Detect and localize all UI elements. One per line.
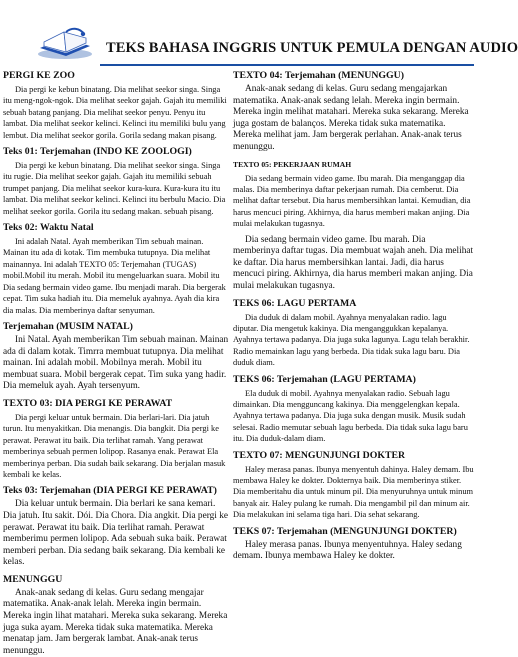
- section-text: Dia sedang bermain video game. Ibu marah. Dia memberinya daftar tugas. Dia membuat wajah aneh. Dia melihat ke daftar. Dia harus membersihkan lantai. Jadi, dia harus mencuci piring. Akhirnya, dia harus memberi makan anjing. Dia mulai melakukan tugasnya.: [233, 234, 474, 291]
- section-text: Ini Natal. Ayah memberikan Tim sebuah mainan. Mainan ada di dalam kotak. Timrra membuat tutupnya. Dia melihat mainan. Ini adalah mobil. Mobilnya merah. Mobil itu membuat suara. Mobil bergerak cepat. Tim suka yang hadir. Dia memeluk ayah. Ayah tersenyum.: [3, 334, 229, 392]
- section-teks-07-terjemahan: [233, 526, 474, 563]
- section-heading: TEXTO 07: MENGUNJUNGI DOKTER: [233, 449, 406, 461]
- page-title: TEKS BAHASA INGGRIS UNTUK PEMULA DENGAN AUDIO: [106, 40, 518, 56]
- section-heading: TEKS 06: Terjemahan (LAGU PERTAMA): [233, 373, 416, 385]
- section-text: Anak-anak sedang di kelas. Guru sedang mengajar matematika. Anak-anak lelah. Mereka ingin bermain. Mereka ingin lihat matahari. Mereka suka sekarang. Mereka juga suka ayam. Mereka tidak suka matematika. Mereka menatap jam. Jam bergerak lambat. Anak-anak terus menunggu.: [3, 587, 228, 656]
- section-text: Dia keluar untuk bermain. Dia berlari ke sana kemari. Dia jatuh. Itu sakit. Dói. Dia Chora. Dia angkit. Dia pergi ke perawat. Perawat itu baik. Dia terlihat ramah. Perawat memberimu permen lolipop. Ada sebuah suka baik. Perawat memberi perban. Dia sedang baik sekarang. Dia kembali ke kelas.: [3, 499, 228, 568]
- section-heading: MENUNGGU: [3, 573, 63, 585]
- section-text: Haley merasa panas. Ibunya menyentuh dahinya. Haley demam. Ibu membawa Haley ke dokter. Dokternya baik. Dia memberinya stiker. Dia memberitahu dia untuk minum pil. Dia menyuruhnya untuk minum banyak air. Haley pulang ke rumah. Dia mengambil pil dan minum air. Dia melakukan ini selama tiga hari. Dia sehat sekarang.: [233, 464, 474, 520]
- section-menunggu: [3, 574, 230, 657]
- section-text: Dia pergi ke kebun binatang. Dia melihat seekor singa. Singa itu meng-ngok-ngok. Dia melihat seekor gajah. Gajah itu memiliki sebuah batang panjang. Dia melihat seekor penyu. Penyu itu lambat. Dia melihat seekor kelinci. Kelinci itu memiliki bulu yang lembut. Dia melihat seekor gorila. Gorila sedang makan pisang.: [3, 85, 227, 140]
- section-text: Dia pergi ke kebun binatang. Dia melihat seekor singa. Singa itu rugie. Dia melihat seekor gajah. Gajah itu memiliki sebuah trumpet panjang. Dia melihat seekor kura-kura. Kura-kura itu itu lambat. Dia melihat seekor kelinci. Kelinci itu berbulu Macio. Dia melihat seekor gorila. Gorila itu sedang makan. sebuah pisang.: [3, 161, 226, 216]
- section-text: Ela duduk di mobil. Ayahnya menyalakan radio. Sebuah lagu dimainkan. Dia mengguncang kakinya. Dia menggelengkan kepala. Ayahnya tertawa padanya. Dia juga suka dengan musik. Musik sudah selesai. Radio memutar sebuah lagu berbeda. Dia tidak suka lagu baru itu. Dia duduk-dalam diam.: [233, 388, 468, 444]
- header-divider: [100, 64, 474, 66]
- section-heading: Teks 01: Terjemahan (INDO KE ZOOLOGI): [3, 146, 192, 158]
- section-teks-06-terjemahan: [233, 374, 474, 445]
- section-heading: TEXTO 05: PEKERJAAN RUMAH: [233, 159, 352, 169]
- section-text: Anak-anak sedang di kelas. Guru sedang mengajarkan matematika. Anak-anak sedang lelah. Mereka ingin bermain. Mereka ingin melihat matahari. Mereka suka sekarang. Mereka juga gostam de balanços. Mereka tidak suka matematika. Mereka melihat jam. Jam bergerak perlahan. Anak-anak terus menunggu.: [233, 84, 469, 152]
- section-texto-05-terjemahan: [233, 235, 474, 293]
- section-text: Ini adalah Natal. Ayah memberikan Tim sebuah mainan. Mainan itu ada di kotak. Tim membuka tutupnya. Dia melihat mainannya. Ini adalah TEXTO 05: Terjemahan (TUGAS) mobil.Mobil itu merah. Mobil itu mengeluarkan suara. Mobil itu Dia sedang bermain video game. Ibu menjadi marah. Dia bergerak cepat. Tim suka hadiah itu. Dia memeluk ayahnya. Ayah dia kira dia malas. Dia memberinya daftar senyuman.: [3, 237, 226, 315]
- section-heading: PERGI KE ZOO: [3, 70, 75, 81]
- section-texto-07-dokter: [233, 450, 474, 521]
- right-column: [233, 70, 474, 632]
- section-text: Dia duduk di dalam mobil. Ayahnya menyalakan radio. lagu diputar. Dia mengetuk kakinya. Dia menganggukkan kepalanya. Ayahnya tertawa padanya. Dia juga suka lagunya. Lagu telah berakhir. Radio memainkan lagu yang berbeda. Dia tidak suka lagu baru. Dia duduk diam.: [233, 312, 470, 368]
- section-heading: TEKS 06: LAGU PERTAMA: [233, 297, 357, 309]
- section-teks-01-terjemahan: [3, 146, 230, 217]
- section-text: Dia sedang bermain video game. Ibu marah. Dia menganggap dia malas. Dia memberinya daftar pekerjaan rumah. Dia cemberut. Dia melihat daftar tersebut. Dia harus membersihkan lantai. Kemudian, dia harus mencuci piring. Akhirnya, dia harus memberi makan anjing. Dia mulai melakukan tugasnya.: [233, 173, 471, 229]
- section-texto-04-terjemahan: [233, 70, 474, 154]
- section-heading: TEXTO 04: Terjemahan (MENUNGGU): [233, 70, 404, 81]
- section-teks-02-waktu-natal: [3, 222, 230, 316]
- section-heading: TEKS 07: Terjemahan (MENGUNJUNGI DOKTER): [233, 525, 457, 537]
- left-column: [3, 70, 230, 656]
- section-text: Dia pergi keluar untuk bermain. Dia berlari-lari. Dia jatuh turun. Itu menyakitkan. Dia menangis. Dia bangkit. Dia pergi ke perawat. Perawat itu baik. Dia terlihat ramah. Yang perawat memberinya sebuah permen lolipop. Rasanya enak. Perawat Ela memberinya perban. Dia sudah baik sekarang. Dia berjalan masuk kembali ke kelas.: [3, 412, 226, 479]
- section-heading: Teks 02: Waktu Natal: [3, 222, 94, 234]
- section-heading: Terjemahan (MUSIM NATAL): [3, 320, 133, 332]
- book-logo-icon: [36, 26, 94, 60]
- section-heading: Teks 03: Terjemahan (DIA PERGI KE PERAWAT): [3, 485, 217, 497]
- section-teks-06-lagu-pertama: [233, 298, 474, 369]
- section-texto-03-perawat: [3, 398, 230, 480]
- section-texto-05-pekerjaan-rumah: [233, 159, 474, 230]
- section-heading: TEXTO 03: DIA PERGI KE PERAWAT: [3, 397, 173, 409]
- section-teks-03-terjemahan: [3, 485, 230, 569]
- section-text: Haley merasa panas. Ibunya menyentuhnya. Haley sedang demam. Ibunya membawa Haley ke dokter.: [233, 539, 462, 562]
- section-terjemahan-musim-natal: [3, 321, 230, 393]
- section-pergi-ke-zoo: [3, 70, 230, 141]
